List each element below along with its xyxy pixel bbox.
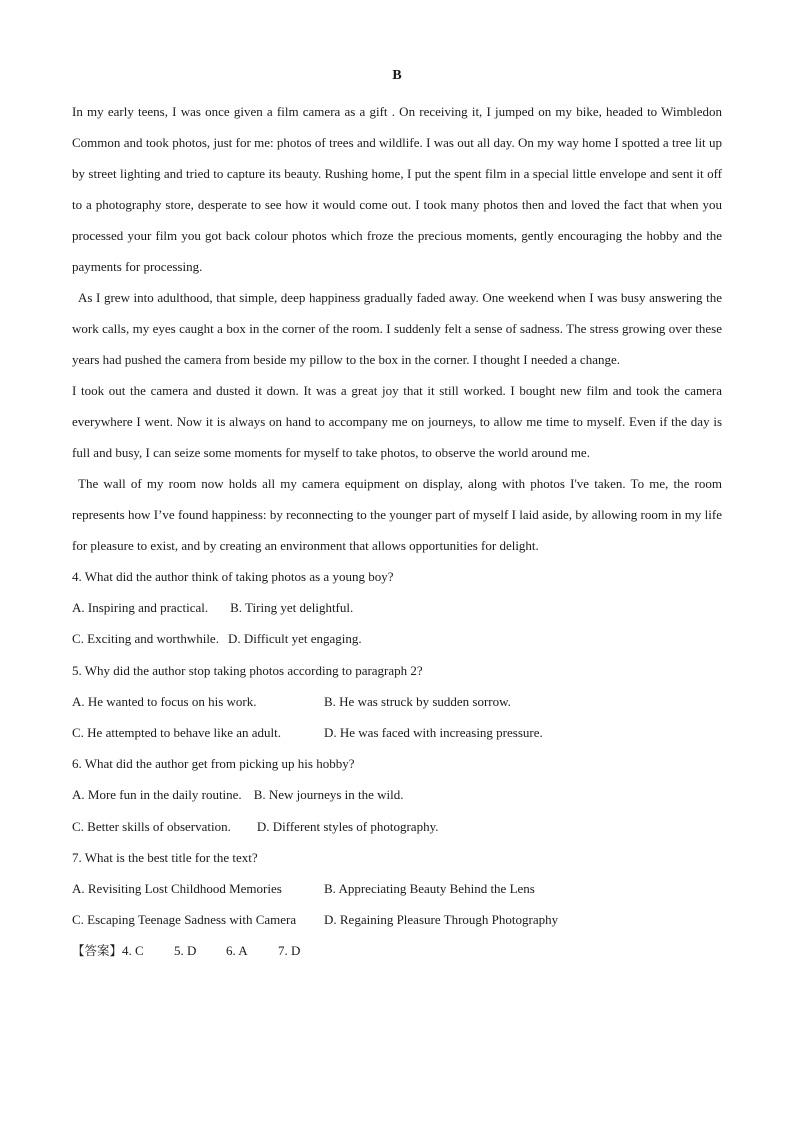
answer-item-6: 6. A [226, 943, 248, 959]
answer-item-5: 5. D [174, 943, 197, 959]
question-6-stem: 6. What did the author get from picking up his hobby? [72, 756, 355, 772]
question-6-options-row-1 [72, 779, 722, 810]
document-page [72, 66, 722, 967]
q7-option-d: D. Regaining Pleasure Through Photography [324, 912, 559, 928]
passage-paragraph-4: The wall of my room now holds all my camera equipment on display, along with photos I've taken. To me, the room represents how I’ve found happiness: by reconnecting to the younger part of myself I laid aside, by allowing room in my life for pleasure to exist, and by creating an environment that allows opportunities for delight. [72, 476, 722, 553]
question-5-stem: 5. Why did the author stop taking photos according to paragraph 2? [72, 662, 423, 678]
passage-paragraph-1: In my early teens, I was once given a film camera as a gift . On receiving it, I jumped on my bike, headed to Wimbledon Common and took photos, just for me: photos of trees and wildlife. I was out all day. On my way home I spotted a tree lit up by street lighting and tried to capture its beauty. Rushing home, I put the spent film in a special little envelope and sent it off to a photography store, desperate to see how it would come out. I took many photos then and loved the fact that when you processed your film you got back colour photos which froze the precious moments, gently encouraging the hobby and the payments for processing. [72, 104, 722, 274]
q5-option-c: C. He attempted to behave like an adult. [72, 725, 282, 741]
q7-option-b: B. Appreciating Beauty Behind the Lens [324, 881, 535, 897]
answer-line [72, 935, 722, 966]
question-7-stem: 7. What is the best title for the text? [72, 849, 258, 865]
q5-option-b: B. He was struck by sudden sorrow. [324, 693, 511, 709]
q6-option-d: D. Different styles of photography. [256, 818, 439, 834]
question-4-options-row-1 [72, 592, 722, 623]
answer-item-4: 4. C [122, 943, 144, 959]
q6-option-a: A. More fun in the daily routine. [72, 787, 242, 803]
answer-item-7: 7. D [278, 943, 301, 959]
passage-paragraph-2: As I grew into adulthood, that simple, deep happiness gradually faded away. One weekend when I was busy answering the work calls, my eyes caught a box in the corner of the room. I suddenly felt a sense of sadness. The stress growing over these years had pushed the camera from beside my pillow to the box in the corner. I thought I needed a change. [72, 290, 722, 367]
q5-option-a: A. He wanted to focus on his work. [72, 693, 257, 709]
q5-option-d: D. He was faced with increasing pressure. [324, 725, 543, 741]
question-7-options-row-2 [72, 904, 722, 935]
q4-option-d: D. Difficult yet engaging. [227, 631, 362, 647]
q6-option-c: C. Better skills of observation. [72, 818, 231, 834]
question-6-options-row-2 [72, 811, 722, 842]
q7-option-a: A. Revisiting Lost Childhood Memories [72, 881, 282, 897]
question-7-options-row-1 [72, 873, 722, 904]
question-5-options-row-2 [72, 717, 722, 748]
question-4-stem: 4. What did the author think of taking photos as a young boy? [72, 569, 394, 584]
q7-option-c: C. Escaping Teenage Sadness with Camera [72, 912, 297, 928]
question-5-options-row-1 [72, 686, 722, 717]
q6-option-b: B. New journeys in the wild. [253, 787, 404, 803]
passage-paragraph-3: I took out the camera and dusted it down. It was a great joy that it still worked. I bought new film and took the camera everywhere I went. Now it is always on hand to accompany me on journeys, to allow me time to myself. Even if the day is full and busy, I can seize some moments for myself to take photos, to observe the world around me. [72, 383, 722, 460]
question-4-options-row-2 [72, 623, 722, 654]
q4-option-c: C. Exciting and worthwhile. [72, 631, 219, 647]
q4-option-b: B. Tiring yet delightful. [230, 600, 354, 616]
q4-option-a: A. Inspiring and practical. [72, 600, 209, 616]
section-heading: B [392, 68, 402, 83]
answer-label: 【答案】 [72, 943, 123, 959]
